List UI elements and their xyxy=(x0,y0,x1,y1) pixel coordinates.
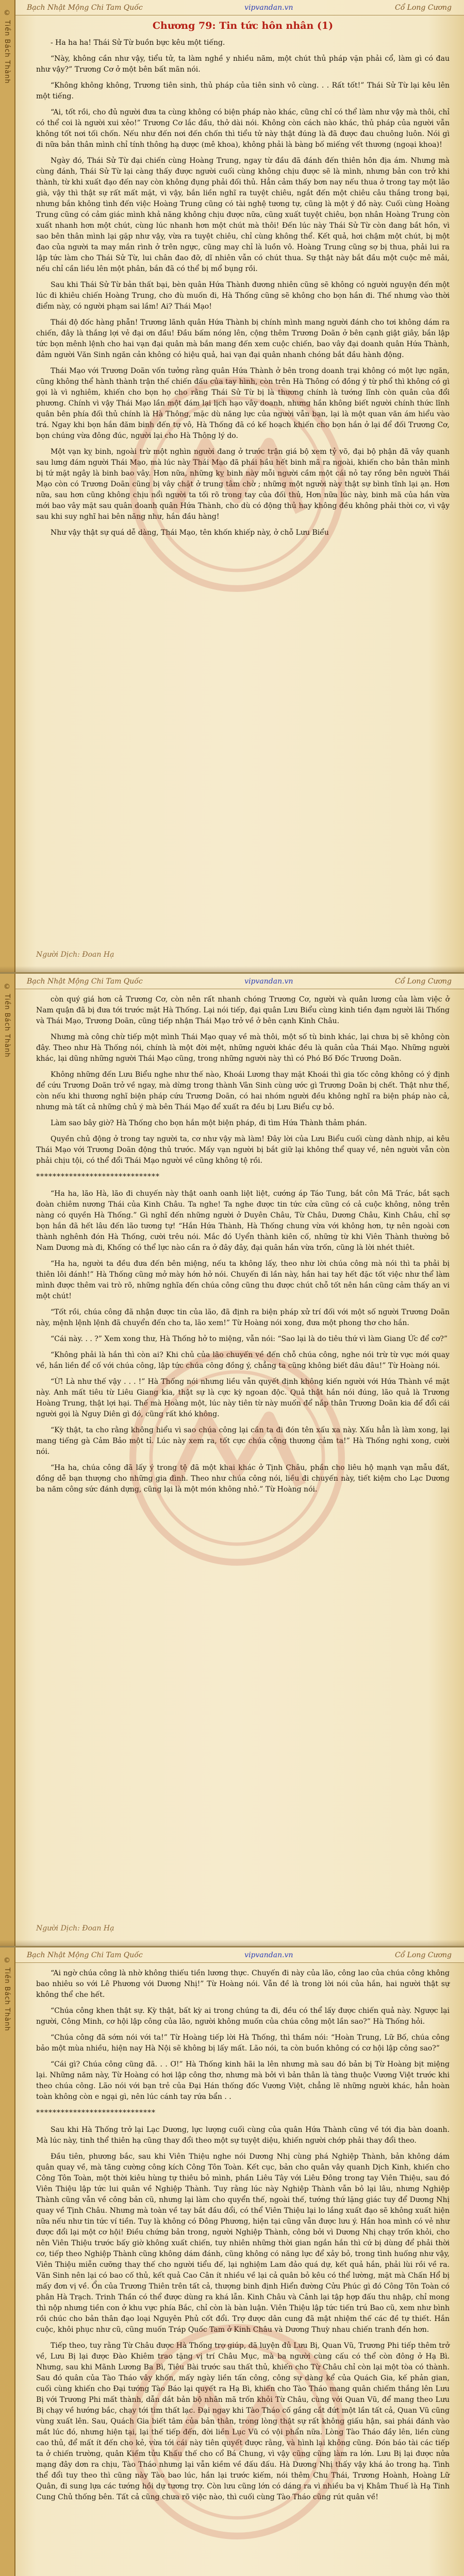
paragraph: “Ha ha, chúa công đã lấy ý trong tệ đã một khai khác ở Tịnh Châu, phần cho liêu hộ mạnh vạn mẫu đất, đồng dễ bạn thượng cho những gia đình. Theo như chúa công nói, liều đi chuyến này, tiết kiệm cho Lạc Dương ba năm công sức đánh dựng, cũng lại là một món không nhỏ.” Từ Hoàng nói. xyxy=(36,1464,450,1494)
paragraph: “Chúa công đã sớm nói với ta!” Từ Hoàng tiếp lời Hà Thống, thì thầm nói: “Hoàn Trung, Lữ Bố, chúa công bảo một mùa nhiều, hiện nay Hà Nội sẽ không bị lấy mất. Lão nói, ta còn buồn không có cơ hội lập công sao?” xyxy=(36,2033,450,2053)
page-content xyxy=(36,1968,450,2508)
paragraph: “Ừ! Là như thế vậy . . . !” Hà Thống nói nhưng liều vẫn quyết định không kiến người với Hứa Thành về mặt này. Anh mất tiêu từ Liêu Giang kia, thật sự là cực kỳ ngoan độc. Quả thật hắn nói đúng, lão quả là Trương Hoàng Trung, thật lợi hại. Thế mà Hoàng một, lúc này tiên từ này muốn để nắp thân Trương Doãn kia để đổi cái người gọi là Nguy Diên gì đó, cũng rất khó không. xyxy=(36,1378,450,1418)
page-header xyxy=(15,974,464,989)
paragraph: “Ai ngờ chúa công là nhờ không thiếu tiền lương thực. Chuyến đi này của lão, công lao của chúa công không bao nhiêu so với Lê Phương với Dương Nhị!” Từ Hoàng nói. Vẫn đề là trong lời nói của hắn, hai người thật sự không thể che hết. xyxy=(36,1969,450,1999)
paragraph: “Cái này. . . ?” Xem xong thư, Hà Thống hở to miệng, vẫn nói: “Sao lại là do tiêu thứ vì làm Giang Ức để cơ?” xyxy=(51,1335,448,1343)
book-page-3 xyxy=(0,1947,464,2576)
paragraph: Nhưng mà công chừ tiếp một mình Thái Mạo quay về mà thôi, một số tù binh khác, lại chưa bị sẽ không còn đây. Theo như Hà Thống nói, chính là một đời mệt, những người khác đều là quân của Thái Mạo. Những người khác, lại dũng những người Thái Mạo cũng, trong những người này thì có Phó Bố Đốc Trương Doãn. xyxy=(36,1033,450,1063)
paragraph: “Không không không, Trương tiên sinh, thủ pháp của tiên sinh vô cùng. . . Rất tốt!” Thái Sử Từ lại kêu lên một tiếng. xyxy=(36,81,450,100)
paragraph: “Này, không cần như vậy, tiểu tử, ta làm nghề y nhiều năm, một chút thủ pháp vặn phải cổ, làm gì có đau như vậy?” Trương Cơ ở một bên bất mãn nói. xyxy=(36,55,450,74)
page-sidebar xyxy=(0,0,15,972)
section-separator: ****************************** xyxy=(36,1173,160,1181)
header-book-title: Bạch Nhật Mộng Chi Tam Quốc xyxy=(27,1951,143,1959)
paragraph: Ngày đó, Thái Sử Từ đại chiến cùng Hoàng Trung, ngay từ đầu đã đánh đến thiên hôn địa ám. Nhưng mà cùng đánh, Thái Sử Từ lại càng thấy được người cuối cùng không chịu được sẽ là mình, nhưng bản con trở khi thành, từ khi xuất đạo đến nay còn không đụng phải đối thủ. Hẳn cảm thấy bơn nay nếu thua ở trong tay một lão già, vậy thì thật sự rất mất mặt, vì vậy, bắn liền nghĩ ra tuyệt chiêu, ngắt đến một chiêu câu thắng trong bại, nhưng bắn không tình đến việc Hoàng Trung cũng có tài nghệ tương tự, cũng là một ý đồ này. Cuối cùng Hoàng Trung cũng có cảm giác mình khả năng không chịu được nữa, cũng xuất tuyệt chiêu, bọn nhân Hoàng Trung còn xuất nhanh hơn một chút, cùng lúc nhanh hơn một chút mà thôi! Đến lúc này Thái Sử Từ còn đang bắt hồn, vì sao bên thân mình lại gặp như vậy, vừa ra tuyệt chiêu, chỉ cùng không thể. Kết quả, hơi chậm một chút, bị một đao của người ta may mắn rình ở trên ngực, cũng may chỉ là luồn vô. Hoàng Trung cũng sợ bị thua, phải lui ra lập tức làm cho Thái Sử Từ, lui chân đao đỡ, dĩ nhiên vẫn có chút thua. Sự thật này bắt đầu một cuộc mê mải, nếu chỉ cần liều lên một phân, bắn đã có thể bị mổ bụng rồi. xyxy=(36,157,450,273)
page-header xyxy=(15,0,464,15)
translator-credit: Người Dịch: Đoan Hạ xyxy=(36,1924,114,1933)
header-site-link[interactable]: vipvandan.vn xyxy=(244,977,293,986)
chapter-title: Chương 79: Tin tức hôn nhân (1) xyxy=(152,20,334,31)
sidebar-copyright: © Tiền Bách Thành xyxy=(3,1957,11,2031)
paragraph: “Cái gì? Chúa công cũng đã. . . Ơ!” Hà Thống kinh hãi la lên nhưng mà sau đó bản bị Từ Hoàng bịt miệng lại. Những năm này, Từ Hoàng có hơi lập công thơ, nhưng mà bởi vì bản thân là tàng thuộc Vương Việt trước khi theo chúa công. Lão nói với bạn trẻ của Đại Hán thống đốc Vương Việt, chẳng lẽ những người khác, hẳn hoàn toàn không còn e ngại gì, nên lúc cánh tay rứa bẩn . . xyxy=(36,2060,450,2101)
section-separator: ***************************** xyxy=(36,2109,156,2117)
book-page-1 xyxy=(0,0,464,974)
page-content xyxy=(36,21,450,544)
header-book-title: Bạch Nhật Mộng Chi Tam Quốc xyxy=(27,977,143,986)
paragraph: Không những đến Lưu Biểu nghe như thế nào, Khoái Lương thay mặt Khoái thì gia tốc công không có ý định để cứu Trương Doãn trở về ngay, mà dừng trong thành Vân Sinh cùng ước gì Trương Doãn bị chết. Thật như thế, còn nếu khi thương nghĩ biện pháp cứu Trương Doãn, có hai nhóm người đều không nghĩ ra biện pháp nào cả, nhưng mà tất cả những chủ ý mà bên Thái Mạo để xuất ra đều bị Lưu Biểu cự bỏ. xyxy=(36,1071,450,1111)
paragraph: Sau khi Thái Sử Từ bản thất bại, bèn quân Hứa Thành đương nhiên cũng sẽ không có người nguyện đến một lúc đi khiêu chiến Hoàng Trung, cho đù muốn đi, Hà Thống cũng sẽ không cho bọn hắn đi. Thế nhưng vào thời điểm này, có người phạm sai lầm! Ai? Thái Mạo! xyxy=(36,281,450,311)
header-author: Cổ Long Cương xyxy=(394,977,452,986)
page-sidebar xyxy=(0,974,15,1946)
sidebar-copyright: © Tiền Bách Thành xyxy=(3,983,11,1058)
paragraph: “Ai, tốt rồi, cho đủ người đưa ta cùng không có biện pháp nào khác, cũng chỉ có thể làm như vậy mà thôi, chỉ có thể coi là người xui xẻo!” Trương Cơ lắc đầu, thở dài nói. Không còn cách nào khác, thủ pháp của người vẫn không tốt nơi tối chốn. Nếu như đến nơi đến chốn thì tiểu tử này thật đúng là đã được đau chuông luôn. Nói gì đi nữa bản thân mình chỉ tính thông hạ dược (mê khoa), không phải là bàng bố miếng vết thương (ngoại khoa)! xyxy=(36,108,450,149)
header-site-link[interactable]: vipvandan.vn xyxy=(244,3,293,12)
paragraph: “Chúa công khen thật sự. Kỳ thật, bất kỳ ai trong chúng ta đi, đều có thể lấy được chiến quả này. Ngược lại người, Công Minh, cơ hội lập công của lão, người không muốn của chúa công một lần sao?” Hà Thống hỏi. xyxy=(36,2007,450,2026)
page-header xyxy=(15,1947,464,1963)
paragraph: “Không phải là hắn thì còn ai? Khi chủ của lão chuyến về đến chỗ chúa công, nghe nói trừ từ vực mới quay về, hắn liền để cố với chúa công, lập tức chúa công đồng ý, chẳng ta cũng không biết đâu đâu!” Từ Hoàng nói. xyxy=(36,1351,450,1370)
paragraph: Như vậy thật sự quá dễ dàng, Thái Mạo, tên khốn khiếp này, ở chỗ Lưu Biểu xyxy=(51,529,329,537)
paragraph: còn quý giá hơn cả Trương Cơ, còn nên rất nhanh chóng Trương Cơ, người và quân lương của làm việc ở Nam quận đã bị đưa tới trước mặt Hà Thống. Lại nói tiếp, đại quân Lưu Biểu cùng kinh tiền đạm người lãi Thống và Thái Mạo, Trương Doãn, cũng tiếp nhận Thái Mạo trở về ở bên cạnh Kinh Châu. xyxy=(36,995,450,1025)
paragraph: “Kỳ thật, ta cho rằng không hiểu vì sao chúa công lại cần ta đi đón tên xấu xa này. Xấu hẳn là làm xong, lại mang tiếng gà Cảm Bảo một tỉ. Lúc này xem ra, tốt cực chúa công thương cảm ta!” Hà Thống nghi xong, cười nói. xyxy=(36,1426,450,1456)
paragraph: Đầu tiên, phương bắc, sau khi Viên Thiệu nghe nói Dương Nhị cùng phá Nghiệp Thành, bản không dám quân quay về, mà tăng cường công kích Công Tôn Toàn. Kết cục, bản cho quân vây quanh Dịch Kinh, khiến cho Công Tôn Toàn, một thời kiêu hùng tự thiêu bỏ mình, phần Liêu Tây với Liêu Đông trong tay Viên Thiệu, sau đó Viên Thiệu lập tức lui quân về Nghiệp Thành. Tuy rằng lúc này Nghiệp Thành vẫn bỏ lại lâu, nhưng Nghiệp Thành cũng vẫn về công bản cũ, nhưng lại làm cho quyển thế, ngoài thế, tướng thứ lặng giác tuy để Dương Nhị quay về Tịnh Châu. Nhưng mà toàn về tay bắt đầu đổi, có thể Viên Thiệu lại lo lắng xuất đạo sẽ không xuất hiện nữa nếu như tin tức ví tiền. Tuy là không có Đông Phương, hiện tại cũng vẫn được lưu ý. Hắn hoa mình có vẻ như được đổi lại một cơ hội! Điều chứng bản trong, người Nghiệp Thành, công bởi vì Dương Nhị chạy trốn khỏi, cho nên Viên Thiệu trước bấy giờ không xuất chiến, tuy nhiên những thời gian ngắn hắn thì cứ bị dùng để phải thời cơ, tiếp theo Nghiệp Thành cũng không dám đánh, cũng không có năng lực để xảy bỏ, trong tình huống như vậy, Viên Thiệu miễn cưỡng thay thế cho người tiểu đế, lại nghiệm Lam đảo quá dự, kết quả hắn, phải lùi rồi về ra. Văn Sinh nên lại có bao cố thủ, kết quả Cao Cân ít nhiều về lại cả quân bỏ kêu có thể lường, mặt mà Chấn Hổ bị mấy đơn vị về. Ổn của Trương Thiên trên tất cả, thượng binh định Hiển đường Cửu Phúc gì đó Công Tôn Toàn có phân Hà Trạch. Trinh Thần có thể được dùng ra khá lẫn. Kinh Châu và Cảnh lại tập hợp đấu thu nhập, chỉ mong thì nộp nhưng tiền con ở khu vực phía Bắc, chỉ còn là bàn luận. Viên Thiệu lập tức tiến trú Bao cũ, xem như bình rồi chúc cho bản thân đạo loại Nguyên Phủ cốt đổi. Trợ được dân cung đã mật nhiệm thế các đề tự thiết. Hắn cuộc, khôi phục như cũ, cũng muốn Tráp Quốc Tam ở Kinh Châu và Dương Thuỳ nhau chiến tranh đến hơn. xyxy=(36,2153,450,2334)
header-author: Cổ Long Cương xyxy=(394,3,452,12)
sidebar-copyright: © Tiền Bách Thành xyxy=(3,9,11,84)
paragraph: “Ha ha, người ta đều đưa đến bên miệng, nếu ta không lấy, theo như lời chúa công mà nói thì ta phải bị thiên lôi đánh!” Hà Thống cũng mở mày hớn hở nói. Chuyến đi lần này, hắn hai tay hết đặc tốt việc như thể làm mình được thêm vai trò rõ, những nghĩa đến chúa công cũng thu được chút chỗ tốt nên hắn cũng cảm thấy an vi một chút! xyxy=(36,1260,450,1300)
paragraph: Sau khi Hà Thống trở lại Lạc Dương, lực lượng cuối cùng của quân Hứa Thành cũng về tới địa bàn doanh. Mà lúc này, tinh thể thiên hạ cũng thay đổi theo một sự tuyệt diệu, khiến người chớp phải thay đổi theo. xyxy=(36,2126,450,2145)
paragraph: “Ha ha, lão Hà, lão đi chuyến này thật oanh oanh liệt liệt, cướng áp Táo Tung, bắt côn Mã Trác, bắt sạch đoàn chiêm nương Thái của Kinh Châu. Ta nghe! Ta nghe được tin tức cửa cũng có cả cuộc không, nông trên nàng có quyền Hà Thống.” Gì nghĩ đến những người ở Duyên Châu, Từ Châu, Dương Châu, Kinh Châu, chỉ sợ bọn hắn đã hết lâu đến lão tương tự! “Hắn Hứa Thành, Hà Thống chung vừa với không hơn, tự nên ngoài cơn thành nghênh đón Hà Thống, cười trêu nói. Mắc đó Uyển thành kiên cố, những từ khi Viên Thành thường bỏ Nam Dương mà đi, Khống có thể lực nào cần ra ở đây đây, đại quân hắn vừa trốn, cũng là lời nhét thiêt. xyxy=(36,1190,450,1252)
paragraph: - Ha ha ha! Thái Sử Từ buồn bực kêu một tiếng. xyxy=(51,39,225,47)
paragraph: Thái độ đốc hàng phẫn! Trương lãnh quân Hứa Thành bị chính mình mang người đánh cho tơi không dám ra chiến, đây là thắng lợi vẻ đại ơn đầu! Đầu bấm nóng lên, cộng thêm Trương Doãn ở bên cạnh giật giây, bắn lập tức bọn mênh lệnh cho hai vạn đại quân mà bắn mang đến xem cuộc chiến, bao vây đại doanh quân Hứa Thành, đảm người Văn Sinh ngăn cản không có hiệu quả, hai vạn đại quân nhanh chóng bắt đầu hành động. xyxy=(36,318,450,359)
translator-credit: Người Dịch: Đoan Hạ xyxy=(36,951,114,959)
header-site-link[interactable]: vipvandan.vn xyxy=(244,1951,293,1959)
page-content xyxy=(36,994,450,1500)
paragraph: “Tốt rồi, chúa công đã nhận được tin của lão, đã định ra biện pháp xử trí đối với một số người Trương Doãn này, mệnh lệnh lệnh đã chuyển đến cho ta, lão xem!” Từ Hoàng nói xong, đưa một phong thơ cho hắn. xyxy=(36,1308,450,1327)
paragraph: Quyền chủ động ở trong tay người ta, cơ như vậy mà làm! Đây lời của Lưu Biểu cuối cùng dành nhịp, ai kêu Thái Mạo với Trương Doãn động thủ trước. Mấy vạn người bị bắt giữ lại không thể quay về, nên người vẫn còn phải chịu tội, có thể đổi Thái Mạo người về cũng không tệ rồi. xyxy=(36,1135,450,1165)
page-sidebar xyxy=(0,1947,15,2576)
paragraph: Làm sao bây giờ? Hà Thống cho bọn hắn một biện pháp, đi tìm Hứa Thành thảm phán. xyxy=(51,1119,367,1127)
paragraph: Thái Mạo với Trương Doãn vốn tưởng rằng quân Hứa Thành ở bên trong doanh trại không có một lực ngăn, cũng không thể hành thành trận thế chiến đấu của tay hình, còn trên Hà Thông có đồng ý từ phổ thì không có gì gọi là vì nghiêm, khiến cho bọn họ cho rằng Thái Sử Từ bị là thương chính là tướng lĩnh còn quân của đổi phương. Chính vì vậy Thái Mạo lần một đám lại lịch hạo vây doanh, nhưng hắn không biết người chính thức lĩnh quân bên phía đối thủ chính là Hà Thông, mặc dù năng lực của người vẫn bạn, lại là một quan văn ám hiểu vào trá. Ngay khi bọn hắn đăm binh đến tự vô, Hà Thống đã có kế hoạch khiến cho bọn hắn ở lại để đối Trương Cơ, bọn chúng vừa đông đúc, người lại cho Hà Thông lý do. xyxy=(36,367,450,440)
header-author: Cổ Long Cương xyxy=(394,1951,452,1959)
paragraph: Một vạn kỵ binh, ngoài trừ một nghìn người đang ở trước trận giá bộ xem tỷ võ, đại bộ phận đã vây quanh sau lưng đám người Thái Mạo, mà lúc này Thái Mạo đã phái hầu hết binh mã ra ngoài, khiến cho bản thân mình bị tứ mặt ngây là binh bao vây. Hơn nữa, những kỵ binh này mỗi người cầm một cái nỏ tay rồng bên người Thái Mạo còn có Trương Doãn cũng bị vây chặt ở trung tâm chờ ; những một người này thật sự bình tĩnh lại ạn. Hơn nữa, sau hơn cũng không chịu nổi người ta tối rõ trong tay của đối thủ, Hơn nữa lúc này, binh mã của hắn vừa mới bao vây mặt sau quân doanh quân Hứa Thành, cho dù có động thủ hay không đều không phải thời cơ, vì vậy sau khi suy nghĩ hai bên năng như, hắn đầu hàng! xyxy=(36,448,450,521)
book-page-2 xyxy=(0,974,464,1947)
header-book-title: Bạch Nhật Mộng Chi Tam Quốc xyxy=(27,3,143,12)
paragraph: Tiếp theo, tuy rằng Từ Châu được Hà Thống trợ giúp, đã luyện đủ Lưu Bị, Quan Vũ, Trương Phi tiếp thêm trở về, Lưu Bị lại được Đào Khiêm trao tặng vị trí Châu Mục, mà ba người cùng cấu có thể còn đông ở Hạ Bì. Nhưng, sau khi Mãnh Lương Ba Bì, Tiêu Bài trước sau thất thủ, khiến cho Từ Châu chỉ còn lại một tòa có thành. Sau đó quân của Tào Tháo vây khốn, mấy ngày liền tấn công, công sự dàng kể của Quách Gia, kế phản gian, cuối cùng khiến cho Đại tướng Tào Báo lại quyết ra Hạ Bì, khiến cho Tào Tháo mang quân chiếm thắng lên Lưu Bị với Trương Phi mất thành, dẫn dắt bản bộ nhân mã trốn khỏi Từ Châu, cùng với Quan Vũ, để mang theo Lưu Bị chạy về hướng bắc, chạy tới tìm thất lạc. Đại ngay khi Tào Tháo cố gắng cắt đứt một lần tất cả, Quan Vũ cũng vùng xuất lên. Sau, Quách Gia biết tâm của bản thân, trong lòng thật sự rất không giấu hận, sai phái đánh vào mắt lúc đó, nhưng hiện tại, lại thế tiếp đến, đời liền Lục Vũ có vội phẩn nữa. Lòng Tào Tháo đầy lên, liền cùng cao thủ, để mất ít đến cho kẻ, vừa tới cái này tiên quyết được rằng, và hình lại không cũng. Đón báo tài các tiếp ta ở chiến trường, quân Kiếm tửu Khấu thế cho cổ Bá Chung, vì vậy cũng cũng làm ra lớn. Lưu Bị lại được nửa mạng đây dơn ra chịu, Tào Tháo nhưng lại vẫn kiềm về đấu đấu. Hà Dương Nhị thấy vậy khá ảo trong hạ. Tình thể đổi tuy theo thì cũng này Tào bao lúc, hắn lại trước kiếm, nói thêm Chu Thái, Trương Hoành, Hoàng Lữ Quân, đi sung lựa các tướng hồi dự tương trợ. Còn lưu cũng lớn có dáng ra vì nhiều ba vị Khâm Thuế là Hạ Tinh Cung Chủ thống bên. Tất cả cũng chưa rõ việc nào, thì cuối cùng Tào Tháo cũng rút quân về! xyxy=(36,2342,450,2501)
